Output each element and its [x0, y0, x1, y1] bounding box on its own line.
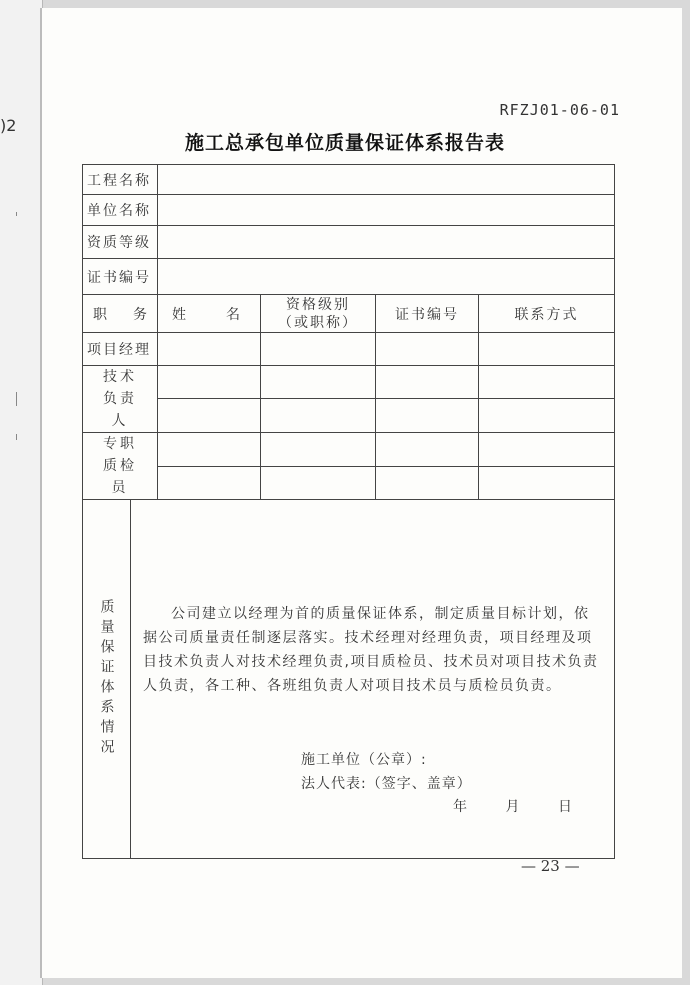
role-qc: 专职质检员: [83, 433, 158, 500]
cell-input[interactable]: [158, 466, 261, 500]
cell-input[interactable]: [479, 433, 615, 467]
cell-input[interactable]: [261, 333, 376, 366]
cell-input[interactable]: [479, 466, 615, 500]
row-project-manager: [83, 333, 615, 366]
header-position: 职 务: [83, 295, 158, 333]
header-row: [83, 295, 615, 333]
qa-description: 公司建立以经理为首的质量保证体系，制定质量目标计划，依据公司质量责任制逐层落实。技术经理对经理负责，项目经理及项目技术负责人对技术经理负责,项目质检员、技术员对项目技术负责人负责，各工种、各班组负责人对项目技术员与质检员负责。: [143, 606, 599, 694]
value-project-name[interactable]: [158, 165, 615, 195]
form-code: RFZJ01-06-01: [499, 101, 620, 119]
cell-input[interactable]: [261, 366, 376, 399]
signature-unit: 施工单位（公章）:: [301, 752, 427, 768]
role-project-manager: 项目经理: [83, 333, 158, 366]
qa-label-cell: [83, 500, 131, 858]
label-unit-name: 单位名称: [83, 195, 158, 226]
value-certificate-no[interactable]: [158, 259, 615, 295]
cell-input[interactable]: [376, 433, 479, 467]
header-name: 姓 名: [158, 295, 261, 333]
cell-input[interactable]: [376, 366, 479, 399]
row-qc: [83, 433, 615, 467]
cell-input[interactable]: [158, 433, 261, 467]
header-contact: 联系方式: [479, 295, 615, 333]
row-tech-lead-2: [83, 398, 615, 432]
cell-input[interactable]: [261, 466, 376, 500]
form-row-qualification: [83, 226, 615, 259]
cell-input[interactable]: [158, 366, 261, 399]
margin-tick: [16, 212, 17, 216]
cell-input[interactable]: [479, 366, 615, 399]
margin-mark: )2: [0, 116, 17, 135]
margin-tick: [16, 392, 17, 406]
signature-date: [453, 796, 573, 816]
label-qualification: 资质等级: [83, 226, 158, 259]
value-qualification[interactable]: [158, 226, 615, 259]
role-tech-lead: 技术负责人: [83, 366, 158, 433]
cell-input[interactable]: [261, 398, 376, 432]
row-qc-2: [83, 466, 615, 500]
qa-label: 质量保证体系情况: [98, 599, 115, 759]
cell-input[interactable]: [479, 333, 615, 366]
date-day: 日: [558, 799, 573, 815]
page-number: — 23 —: [521, 857, 580, 875]
page-title: 施工总承包单位质量保证体系报告表: [184, 132, 505, 154]
value-unit-name[interactable]: [158, 195, 615, 226]
form-row-project-name: [83, 165, 615, 195]
header-qualification: 资格级别 （或职称）: [261, 295, 376, 333]
row-qa-system: [83, 500, 615, 859]
cell-input[interactable]: [158, 333, 261, 366]
cell-input[interactable]: [376, 466, 479, 500]
cell-input[interactable]: [376, 398, 479, 432]
label-project-name: 工程名称: [83, 165, 158, 195]
cell-input[interactable]: [376, 333, 479, 366]
form-row-certificate-no: [83, 259, 615, 295]
signature-legal-rep: 法人代表:（签字、盖章）: [301, 776, 472, 792]
qa-section: [83, 500, 615, 859]
date-year: 年: [453, 799, 468, 815]
form-row-unit-name: [83, 195, 615, 226]
report-form: [82, 164, 615, 859]
cell-input[interactable]: [479, 398, 615, 432]
label-certificate-no: 证书编号: [83, 259, 158, 295]
header-certificate: 证书编号: [376, 295, 479, 333]
row-tech-lead: [83, 366, 615, 399]
cell-input[interactable]: [158, 398, 261, 432]
cell-input[interactable]: [261, 433, 376, 467]
date-month: 月: [505, 799, 521, 815]
margin-tick: [16, 434, 17, 440]
